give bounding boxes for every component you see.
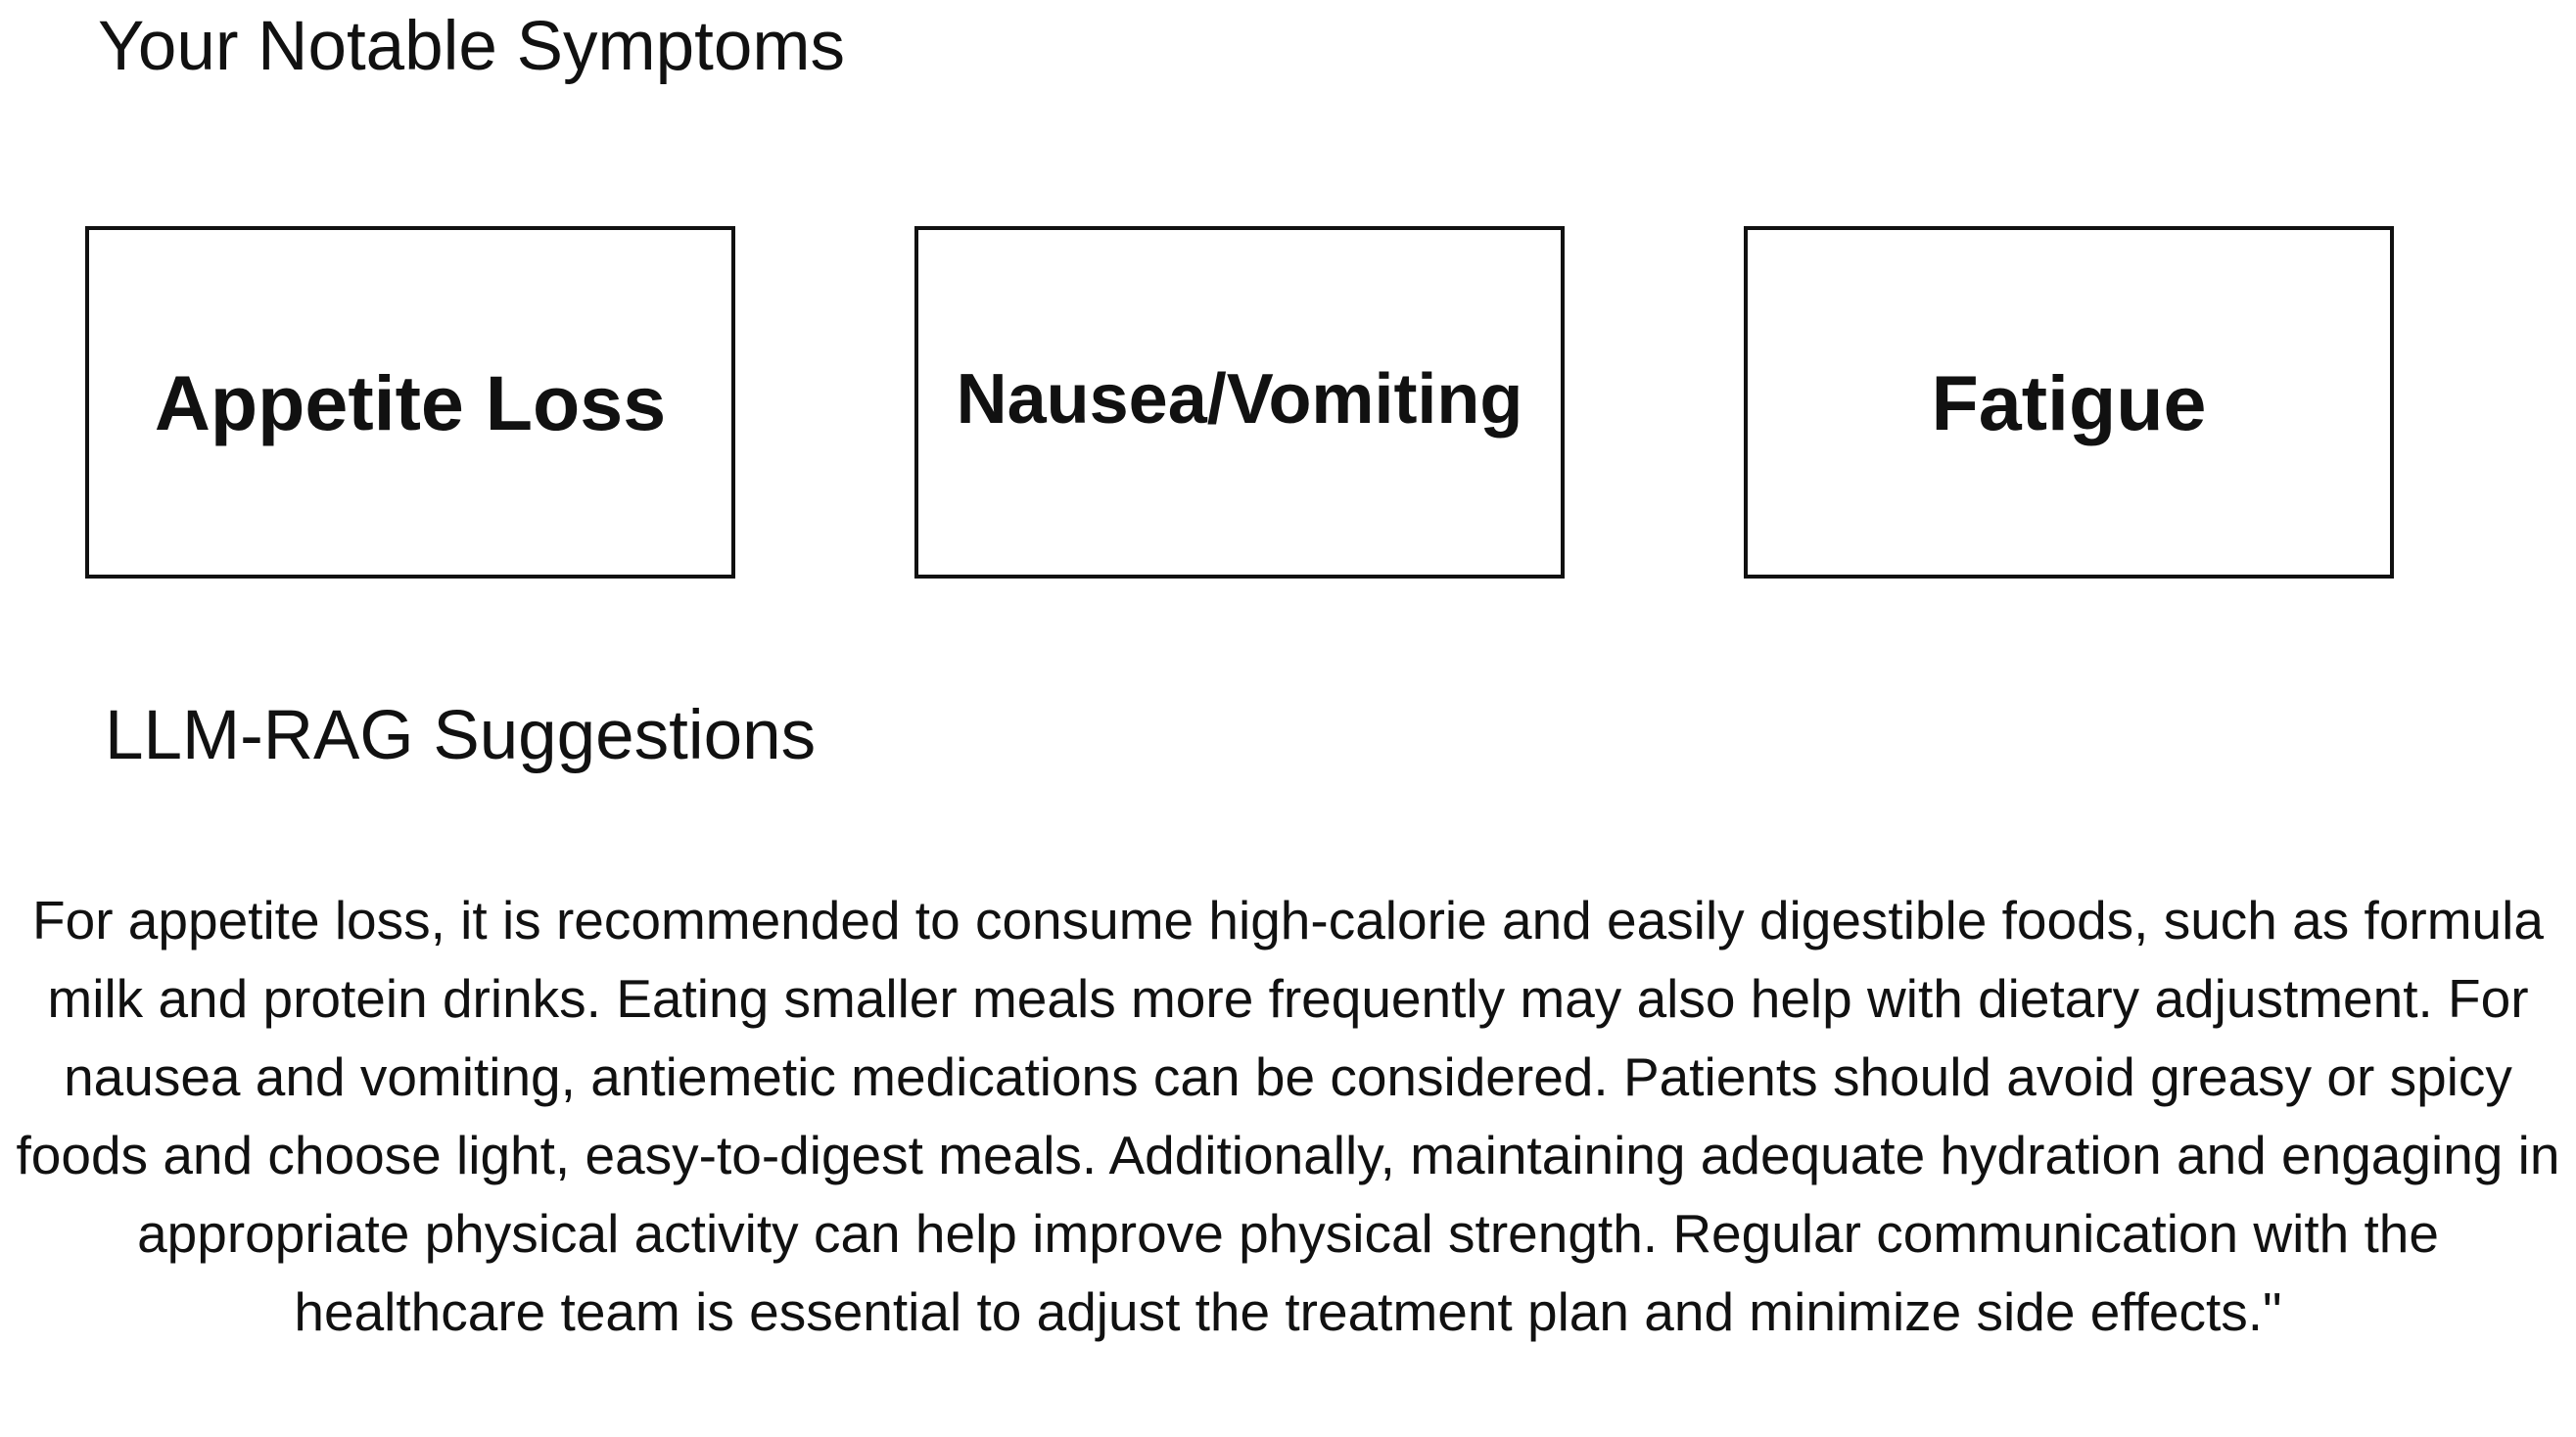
symptoms-section-title: Your Notable Symptoms bbox=[98, 8, 845, 85]
symptom-card-label: Nausea/Vomiting bbox=[956, 360, 1523, 439]
suggestions-section-title: LLM-RAG Suggestions bbox=[105, 697, 817, 774]
symptom-card-nausea-vomiting[interactable] bbox=[914, 226, 1565, 579]
symptom-card-label: Appetite Loss bbox=[154, 358, 667, 446]
suggestion-text: For appetite loss, it is recommended to consume high-calorie and easily digestible foods, such as formula milk and protein drinks. Eating smaller meals more frequently may also help with dietary adjustment. For nausea and vomiting, antiemetic medications can be considered. Patients should avoid greasy or spicy foods and choose light, easy-to-digest meals. Additionally, maintaining adequate hydration and engaging in appropriate physical activity can help improve physical strength. Regular communication with the healthcare team is essential to adjust the treatment plan and minimize side effects." bbox=[16, 890, 2560, 1342]
symptom-card-fatigue[interactable] bbox=[1744, 226, 2394, 579]
symptom-card-label: Fatigue bbox=[1931, 358, 2207, 446]
symptom-card-appetite-loss[interactable] bbox=[85, 226, 735, 579]
